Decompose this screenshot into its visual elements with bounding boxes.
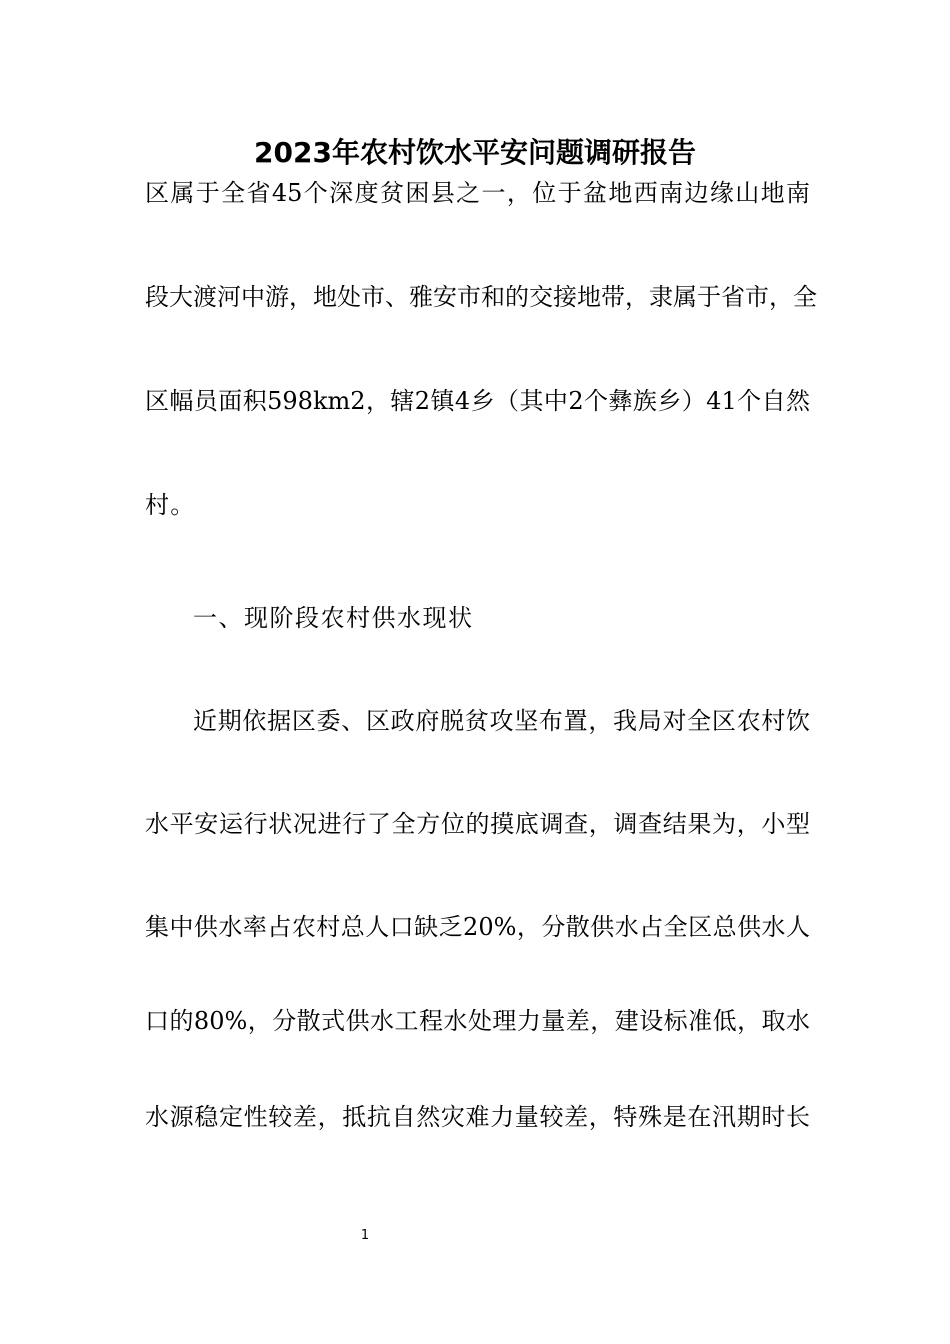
paragraph-2-line-3: 集中供水率占农村总人口缺乏20%，分散供水占全区总供水人 bbox=[145, 913, 810, 941]
paragraph-1-line-2: 段大渡河中游，地处市、雅安市和的交接地带，隶属于省市，全 bbox=[145, 283, 817, 311]
page-number: 1 bbox=[360, 1228, 370, 1243]
paragraph-2-line-5: 水源稳定性较差，抵抗自然灾难力量较差，特殊是在汛期时长 bbox=[145, 1103, 810, 1131]
paragraph-2-line-2: 水平安运行状况进行了全方位的摸底调查，调查结果为，小型 bbox=[145, 810, 810, 838]
paragraph-1-line-3: 区幅员面积598km2，辖2镇4乡（其中2个彝族乡）41个自然 bbox=[145, 387, 810, 415]
document-title: 2023年农村饮水平安问题调研报告 bbox=[254, 136, 696, 169]
paragraph-2-line-1: 近期依据区委、区政府脱贫攻坚布置，我局对全区农村饮 bbox=[193, 707, 810, 735]
paragraph-1-line-1: 区属于全省45个深度贫困县之一，位于盆地西南边缘山地南 bbox=[145, 179, 810, 207]
section-heading: 一、现阶段农村供水现状 bbox=[193, 604, 474, 632]
paragraph-2-line-4: 口的80%，分散式供水工程水处理力量差，建设标准低，取水 bbox=[145, 1007, 810, 1035]
paragraph-1-line-4: 村。 bbox=[145, 491, 196, 519]
